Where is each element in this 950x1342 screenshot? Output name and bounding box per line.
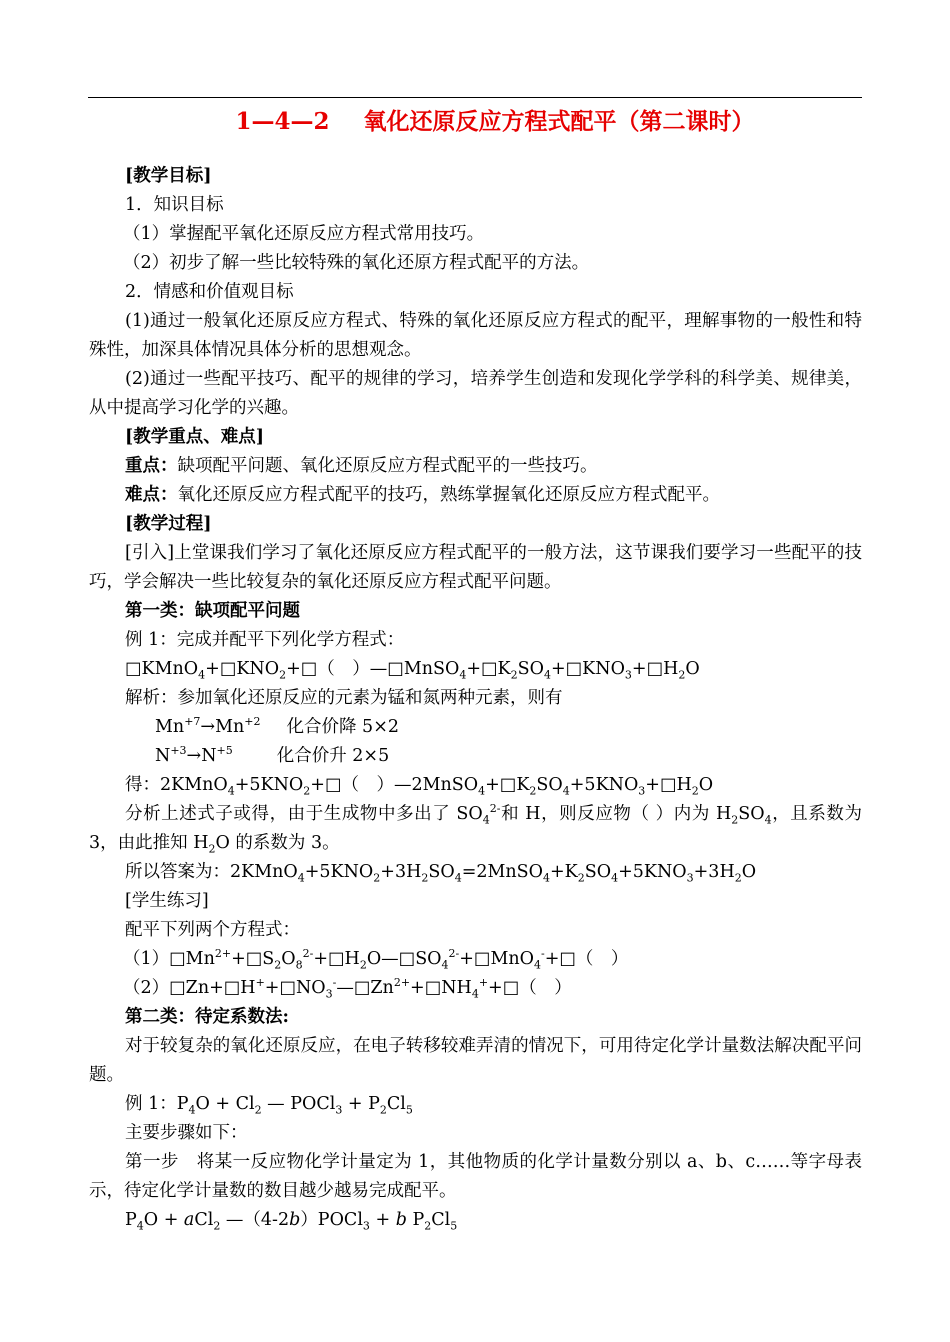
focus-text: 缺项配平问题、氧化还原反应方程式配平的一些技巧。 <box>177 456 598 476</box>
emotion-item-2: (2)通过一些配平技巧、配平的规律的学习，培养学生创造和发现化学学科的科学美、规律美，从中提高学习化学的兴趣。 <box>89 369 862 418</box>
practice-heading: [学生练习] <box>125 891 209 911</box>
practice-intro: 配平下列两个方程式： <box>125 920 300 940</box>
mn-change: $Mn^{+7}\to Mn^{+2}$ 化合价降 5×2 <box>155 715 399 737</box>
steps-heading: 主要步骤如下： <box>125 1123 248 1143</box>
focus-label: 重点： <box>125 456 178 476</box>
result-label: 得： <box>125 775 160 795</box>
page-title <box>88 105 862 139</box>
knowledge-item-2: （2）初步了解一些比较特殊的氧化还原方程式配平的方法。 <box>123 253 590 273</box>
practice-equation-1: $(1)□Mn^{2+}+□S_2O_8^{2-}+□H_2O—□SO_4^{2-}+□MnO_4^-+□$（ ） <box>123 947 629 972</box>
result-equation: 得：$2KMnO_4+5KNO_2+□$（ ）$—2MnSO_4+□K_2SO_4+5KNO_3+□H_2O$ <box>125 775 714 798</box>
section2-intro: 对于较复杂的氧化还原反应，在电子转移较难弄清的情况下，可用待定化学计量数法解决配平问题。 <box>89 1036 862 1085</box>
knowledge-item-1: （1）掌握配平氧化还原反应方程式常用技巧。 <box>123 224 485 244</box>
example1-prompt: 例 1：完成并配平下列化学方程式： <box>125 630 405 650</box>
difficulty-line <box>89 481 862 510</box>
example-label: 例 1： <box>125 1094 177 1114</box>
intro-paragraph: [引入]上堂课我们学习了氧化还原反应方程式配平的一般方法，这节课我们要学习一些配平的技巧，学会解决一些比较复杂的氧化还原反应方程式配平问题。 <box>89 543 862 592</box>
process-heading: [教学过程] <box>125 514 212 534</box>
n-note: 化合价升 2×5 <box>276 746 390 766</box>
lesson-title: 氧化还原反应方程式配平（第二课时） <box>363 108 755 135</box>
n-change: $N^{+3}\to N^{+5}$ 化合价升 2×5 <box>155 744 390 766</box>
answer-label: 所以答案为： <box>125 862 230 882</box>
header-rule <box>88 97 862 98</box>
focus-line <box>89 452 862 481</box>
section1-heading: 第一类：缺项配平问题 <box>125 601 300 621</box>
section2-example: 例 1：$P_4O + Cl_2$ — POCl$_3$ + $P_2Cl_5$ <box>125 1094 413 1117</box>
section2-heading: 第二类：待定系数法: <box>125 1007 289 1027</box>
emotion-item-1: (1)通过一般氧化还原反应方程式、特殊的氧化还原反应方程式的配平，理解事物的一般性和特殊性，加深具体情况具体分析的思想观念。 <box>89 311 862 360</box>
difficulty-label: 难点： <box>125 485 178 505</box>
example1-equation: $□KMnO_4+□KNO_2+□$（ ）$—□MnSO_4+□K_2SO_4+□KNO_3+□H_2O$ <box>125 659 700 682</box>
step1-equation: $P_4O + aCl_2$ —（4-2b）POCl$_3$ + b $P_2Cl_5$ <box>125 1210 458 1233</box>
knowledge-goal: 1．知识目标 <box>125 195 224 215</box>
document-body <box>89 162 862 1235</box>
lesson-number: 1—4—2 <box>235 108 330 135</box>
emotion-goal: 2．情感和价值观目标 <box>125 282 294 302</box>
practice-equation-2: $(2)□Zn+□H^++□NO_3^-—□Zn^{2+}+□NH_4^++□$（ ） <box>123 976 572 1001</box>
mn-note: 化合价降 5×2 <box>286 717 399 737</box>
step1-paragraph: 第一步 将某一反应物化学计量定为 1，其他物质的化学计量数分别以 a、b、c……等字母表示，待定化学计量数的数目越少越易完成配平。 <box>89 1152 862 1201</box>
objectives-heading: [教学目标] <box>125 166 212 186</box>
answer-equation: 所以答案为：$2KMnO_4+5KNO_2+3H_2SO_4=2MnSO_4+K_2SO_4+5KNO_3+3H_2O$ <box>125 862 757 885</box>
analysis-paragraph: 分析上述式子或得，由于生成物中多出了 $SO_4^{2-}$和 H，则反应物（ ）内为 $H_2SO_4$，且系数为 3，由此推知 $H_2O$ 的系数为 3。 <box>89 802 863 856</box>
analysis-line: 解析：参加氧化还原反应的元素为锰和氮两种元素，则有 <box>125 688 563 708</box>
keypoints-heading: [教学重点、难点] <box>125 427 265 447</box>
difficulty-text: 氧化还原反应方程式配平的技巧，熟练掌握氧化还原反应方程式配平。 <box>177 485 720 505</box>
